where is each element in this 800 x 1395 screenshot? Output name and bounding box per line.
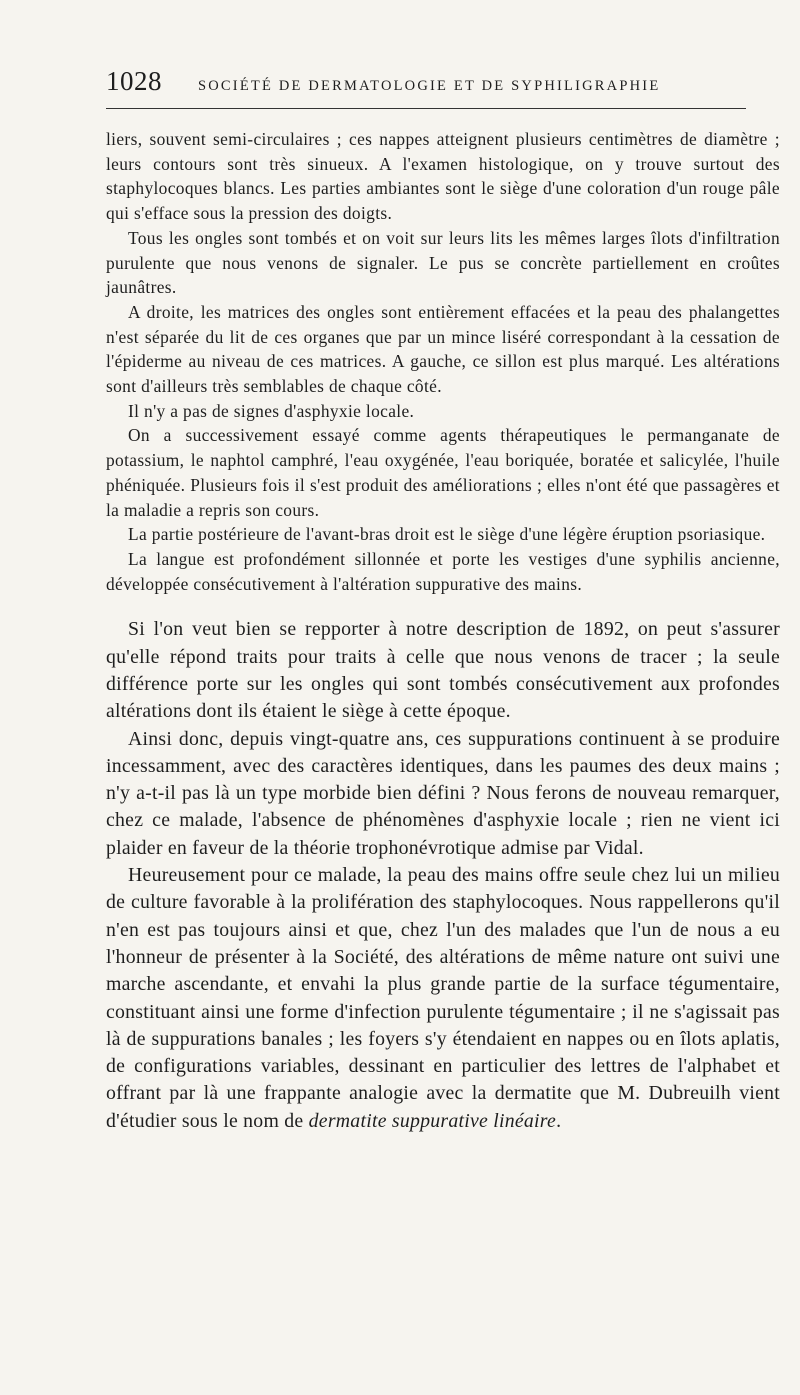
paragraph: liers, souvent semi-circulaires ; ces nappes atteignent plusieurs centimètres de diamètre ; leurs contours sont très sinueux. A l'examen histologique, on y trouve surtout des staphylocoques blancs. Les parties ambiantes sont le siège d'une coloration d'un rouge pâle qui s'efface sous la pression des doigts. (106, 129, 780, 224)
paragraph-end: . (556, 1109, 562, 1132)
paragraph: Si l'on veut bien se repporter à notre description de 1892, on peut s'assurer qu'elle répond traits pour traits à celle que nous venons de tracer ; la seule différence porte sur les ongles qui sont tombés consécutivement aux profondes altérations dont ils étaient le siège à cette époque. (106, 618, 780, 723)
header-rule (106, 108, 746, 109)
paragraph: A droite, les matrices des ongles sont entièrement effacées et la peau des phalangettes n'est séparée du lit de ces organes que par un mince liséré correspondant à la cessation de l'épiderme au niveau de ces matrices. A gauche, ce sillon est plus marqué. Les altérations sont d'ailleurs très semblables de chaque côté. (106, 301, 780, 397)
running-title: SOCIÉTÉ DE DERMATOLOGIE ET DE SYPHILIGRAPHIE (198, 78, 661, 94)
page-number: 1028 (106, 66, 162, 96)
paragraph: Il n'y a pas de signes d'asphyxie locale. (128, 400, 415, 421)
paragraph-text: Heureusement pour ce malade, la peau des mains offre seule chez lui un milieu de culture favorable à la prolifération des staphylocoques. Nous rappellerons qu'il n'en est pas toujours ainsi et que, chez l'un des malades que l'un de nous a eu l'honneur de présenter à la Société, des altérations de même nature ont suivi une marche ascendante, et envahi la plus grande partie de la surface tégumentaire, constituant ainsi une forme d'infection purulente tégumentaire ; il ne s'agissait pas là de suppurations banales ; les foyers s'y étendaient en nappes ou en îlots aplatis, de configurations variables, dessinant en particulier des lettres de l'alphabet et offrant par là une frappante analogie avec la dermatite que M. Dubreuilh vient d'étudier sous le nom de (106, 864, 780, 1132)
final-paragraph (106, 862, 780, 1135)
paragraph: Tous les ongles sont tombés et on voit sur leurs lits les mêmes larges îlots d'infiltration purulente que nous venons de signaler. Le pus se concrète partiellement en croûtes jaunâtres. (106, 227, 780, 298)
running-head (106, 66, 780, 100)
paragraph: On a successivement essayé comme agents thérapeutiques le permanganate de potassium, le naphtol camphré, l'eau oxygénée, l'eau boriquée, boratée et salicylée, l'huile phéniquée. Plusieurs fois il s'est produit des améliorations ; elles n'ont été que passagères et la maladie a repris son cours. (106, 425, 780, 520)
paragraph: Ainsi donc, depuis vingt-quatre ans, ces suppurations continuent à se produire incessamment, avec des caractères identiques, dans les paumes des deux mains ; n'y a-t-il pas là un type morbide bien défini ? Nous ferons de nouveau remarquer, chez ce malade, l'absence de phénomènes d'asphyxie locale ; rien ne vient ici plaider en faveur de la théorie trophonévrotique admise par Vidal. (106, 727, 780, 859)
italic-term: dermatite suppurative linéaire (308, 1109, 557, 1132)
commentary-section (106, 616, 780, 1135)
paragraph: La partie postérieure de l'avant-bras droit est le siège d'une légère éruption psoriasique. (128, 524, 766, 545)
paragraph: La langue est profondément sillonnée et porte les vestiges d'une syphilis ancienne, développée consécutivement à l'altération suppurative des mains. (106, 548, 780, 594)
observation-section (106, 127, 780, 596)
